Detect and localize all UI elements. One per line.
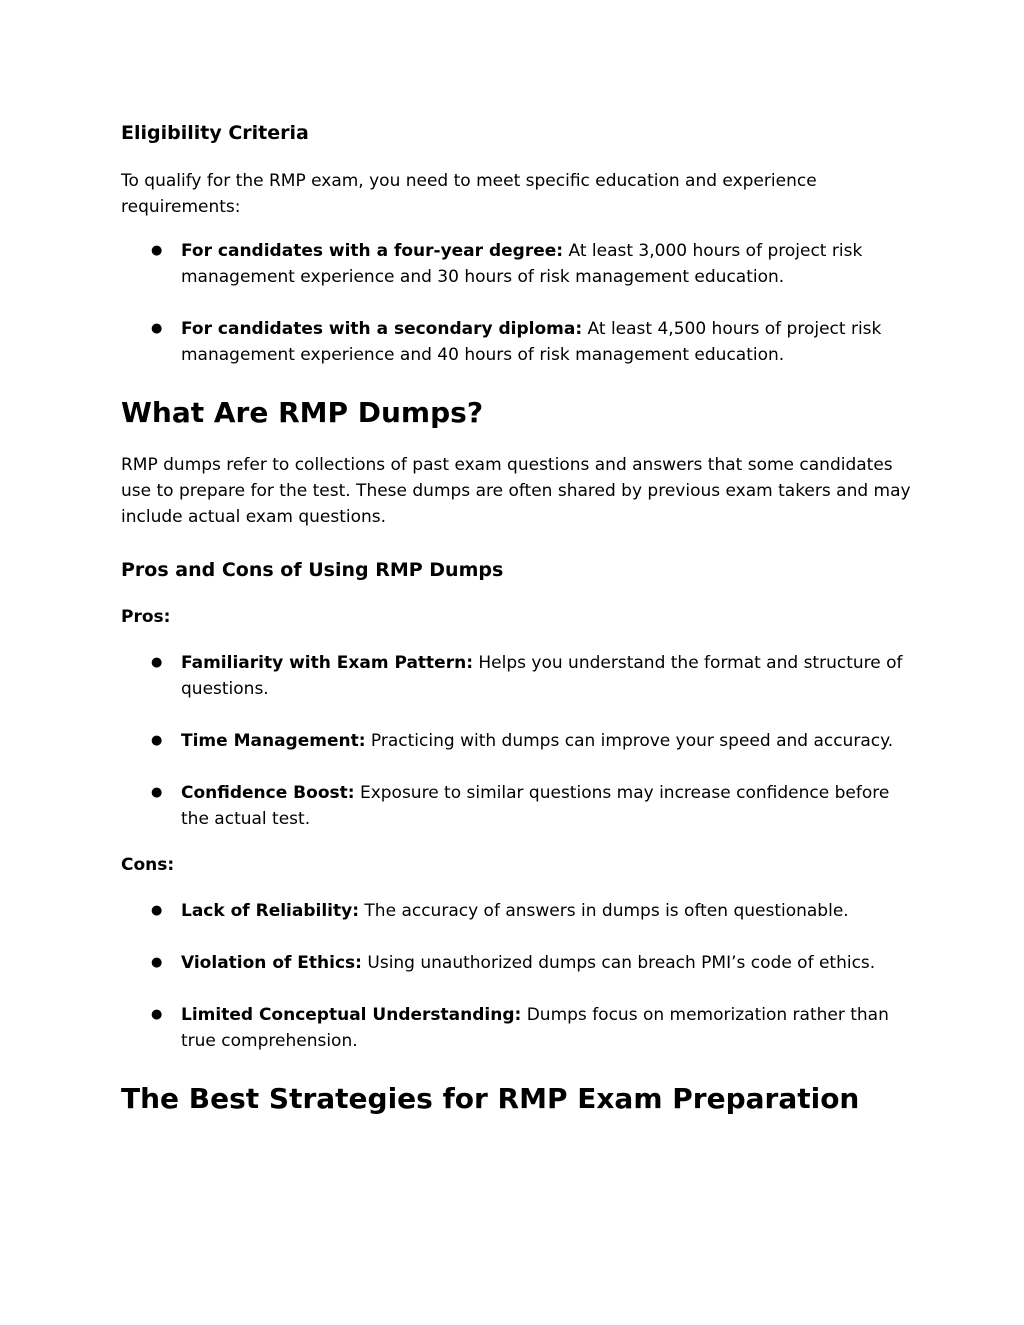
- dumps-intro: RMP dumps refer to collections of past exam questions and answers that some candidates use to prepare for the test. These dumps are often shared by previous exam takers and may include actual exam questions.: [121, 455, 911, 527]
- list-item-text: Using unauthorized dumps can breach PMI’s code of ethics.: [361, 953, 876, 973]
- list-item-term: Familiarity with Exam Pattern:: [181, 653, 473, 673]
- list-item-text: Helps you understand the format and structure of questions.: [181, 653, 903, 699]
- list-item-term: Confidence Boost:: [181, 783, 355, 803]
- strategies-heading: The Best Strategies for RMP Exam Preparation: [121, 1082, 860, 1115]
- eligibility-heading: Eligibility Criteria: [121, 122, 309, 144]
- pros-list: [121, 650, 911, 832]
- bullet-icon: ●: [151, 321, 163, 336]
- bullet-icon: ●: [151, 955, 163, 970]
- eligibility-intro: To qualify for the RMP exam, you need to meet specific education and experience requirements:: [121, 171, 817, 217]
- list-item-term: For candidates with a secondary diploma:: [181, 319, 583, 339]
- document-page: [121, 118, 911, 1119]
- pros-label: Pros:: [121, 607, 171, 627]
- pros-cons-heading: Pros and Cons of Using RMP Dumps: [121, 559, 504, 581]
- list-item: [121, 728, 911, 754]
- list-item-term: Time Management:: [181, 731, 366, 751]
- bullet-icon: ●: [151, 903, 163, 918]
- list-item: [121, 898, 911, 924]
- bullet-icon: ●: [151, 1007, 163, 1022]
- bullet-icon: ●: [151, 655, 163, 670]
- list-item-term: For candidates with a four-year degree:: [181, 241, 564, 261]
- list-item: [121, 780, 911, 832]
- list-item-term: Violation of Ethics:: [181, 953, 362, 973]
- list-item: [121, 238, 911, 290]
- list-item-text: At least 4,500 hours of project risk management experience and 40 hours of risk management education.: [181, 319, 882, 365]
- eligibility-list: [121, 238, 911, 368]
- cons-label: Cons:: [121, 855, 175, 875]
- list-item-text: At least 3,000 hours of project risk management experience and 30 hours of risk management education.: [181, 241, 863, 287]
- list-item: [121, 1002, 911, 1054]
- list-item: [121, 650, 911, 702]
- list-item-text: Dumps focus on memorization rather than true comprehension.: [181, 1005, 889, 1051]
- cons-list: [121, 898, 911, 1054]
- list-item: [121, 950, 911, 976]
- bullet-icon: ●: [151, 733, 163, 748]
- dumps-heading: What Are RMP Dumps?: [121, 396, 484, 429]
- list-item: [121, 316, 911, 368]
- list-item-text: Practicing with dumps can improve your speed and accuracy.: [365, 731, 894, 751]
- list-item-term: Limited Conceptual Understanding:: [181, 1005, 522, 1025]
- list-item-text: The accuracy of answers in dumps is often questionable.: [359, 901, 849, 921]
- list-item-text: Exposure to similar questions may increase confidence before the actual test.: [181, 783, 890, 829]
- bullet-icon: ●: [151, 785, 163, 800]
- bullet-icon: ●: [151, 243, 163, 258]
- list-item-term: Lack of Reliability:: [181, 901, 360, 921]
